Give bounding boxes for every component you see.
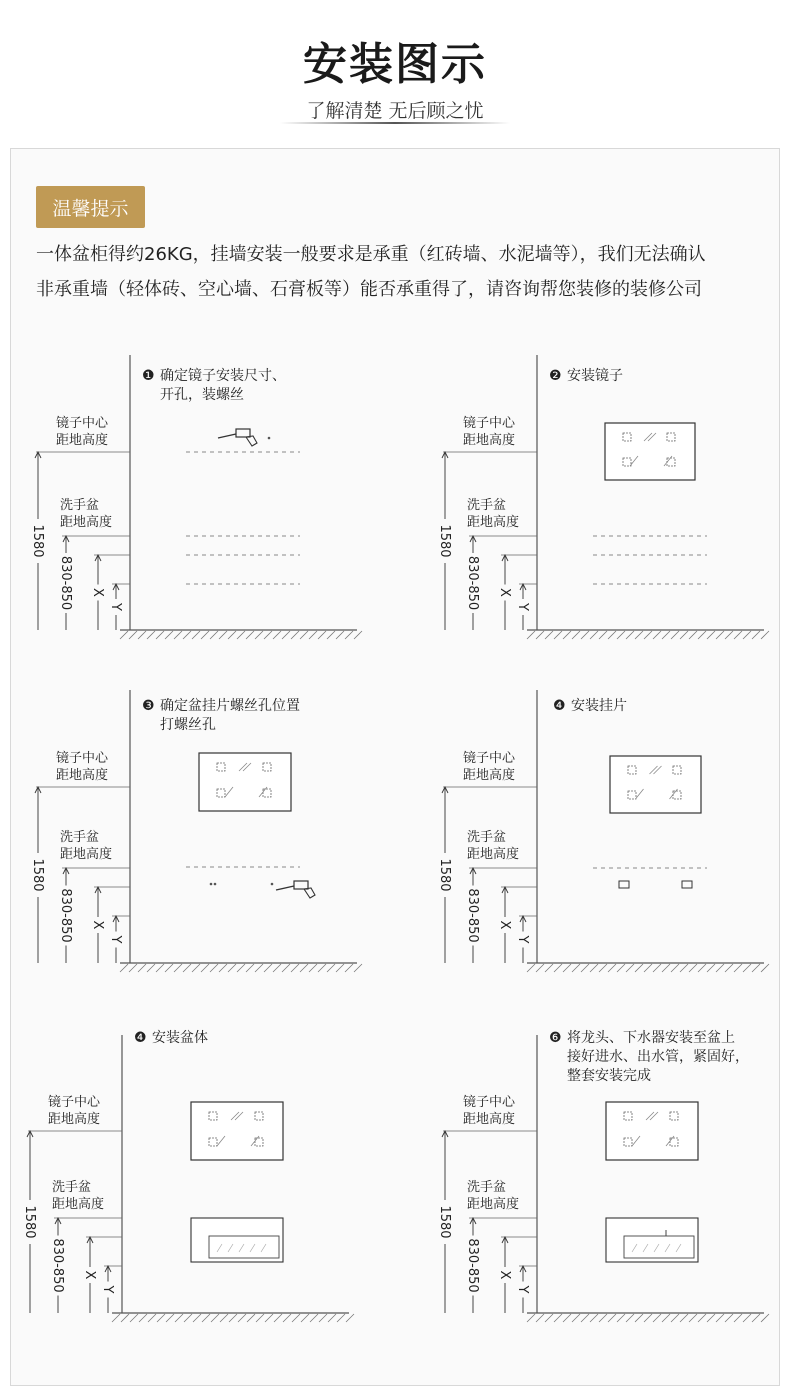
floor-hatch [130,1314,138,1322]
dim-x-label: X [497,588,512,597]
floor-hatch [590,964,598,972]
floor-hatch [201,631,209,639]
floor-hatch [707,1314,715,1322]
floor-hatch [309,631,317,639]
step-number: ❸ [142,698,155,714]
floor-hatch [716,631,724,639]
step-number: ❷ [549,368,562,384]
floor-hatch [554,631,562,639]
dim-1580-label: 1580 [437,858,452,892]
basin-height-label-2: 距地高度 [52,1197,105,1212]
dim-1580-label: 1580 [437,524,452,558]
floor-hatch [752,964,760,972]
floor-hatch [292,1314,300,1322]
basin-body [191,1218,283,1262]
floor-hatch [734,631,742,639]
floor-hatch [255,631,263,639]
floor-hatch [536,1314,544,1322]
floor-hatch [237,631,245,639]
floor-hatch [725,1314,733,1322]
basin-height-label-1: 洗手盆 [467,498,507,513]
tip-badge: 温馨提示 [36,186,145,228]
floor-hatch [743,964,751,972]
dim-830-label: 830-850 [465,1238,480,1293]
floor-hatch [599,1314,607,1322]
floor-hatch [743,1314,751,1322]
floor-hatch [716,964,724,972]
floor-hatch [201,964,209,972]
floor-hatch [192,631,200,639]
step-text-line: 打螺丝孔 [160,717,216,733]
mirror-panel [191,1102,283,1160]
floor-hatch [129,964,137,972]
floor-hatch [689,964,697,972]
floor-hatch [183,964,191,972]
floor-hatch [228,964,236,972]
floor-hatch [554,1314,562,1322]
tip-line-1: 一体盆柜得约26KG，挂墙安装一般要求是承重（红砖墙、水泥墙等），我们无法确认 [36,244,706,265]
floor-hatch [707,631,715,639]
step-panel-5 [22,1029,354,1322]
dim-y-label: Y [108,935,123,944]
floor-hatch [246,631,254,639]
floor-hatch [165,631,173,639]
drill-body-icon [236,429,250,437]
screw-hole [210,883,213,886]
floor-hatch [336,964,344,972]
floor-hatch [671,1314,679,1322]
floor-hatch [626,964,634,972]
mirror-panel [606,1102,698,1160]
floor-hatch [291,631,299,639]
floor-hatch [175,1314,183,1322]
dim-830-label: 830-850 [58,888,73,943]
floor-hatch [608,1314,616,1322]
step-text-line: 确定镜子安装尺寸、 [160,368,286,384]
floor-hatch [183,631,191,639]
floor-hatch [662,631,670,639]
floor-hatch [680,631,688,639]
wall-hanger [682,881,692,888]
floor-hatch [617,1314,625,1322]
floor-hatch [644,964,652,972]
floor-hatch [680,964,688,972]
floor-hatch [689,1314,697,1322]
floor-hatch [653,1314,661,1322]
floor-hatch [156,631,164,639]
floor-hatch [635,631,643,639]
drill-body-icon [294,881,308,889]
basin-height-label-2: 距地高度 [467,1197,520,1212]
floor-hatch [219,631,227,639]
floor-hatch [734,1314,742,1322]
floor-hatch [626,631,634,639]
floor-hatch [121,1314,129,1322]
mirror-height-label-2: 距地高度 [463,1112,516,1127]
floor-hatch [247,1314,255,1322]
floor-hatch [725,964,733,972]
floor-hatch [680,1314,688,1322]
basin-height-label-2: 距地高度 [467,847,520,862]
floor-hatch [527,1314,535,1322]
floor-hatch [228,631,236,639]
floor-hatch [273,631,281,639]
floor-hatch [273,964,281,972]
floor-hatch [608,964,616,972]
floor-hatch [139,1314,147,1322]
screw-hole [268,437,271,440]
floor-hatch [698,631,706,639]
floor-hatch [608,631,616,639]
floor-hatch [327,964,335,972]
floor-hatch [174,631,182,639]
step-number: ❹ [553,698,566,714]
floor-hatch [536,631,544,639]
basin-height-label-2: 距地高度 [467,515,520,530]
floor-hatch [599,631,607,639]
floor-hatch [300,964,308,972]
floor-hatch [346,1314,354,1322]
floor-hatch [635,964,643,972]
mirror-height-label-2: 距地高度 [56,433,109,448]
dim-x-label: X [497,1270,512,1280]
floor-hatch [716,1314,724,1322]
floor-hatch [120,964,128,972]
floor-hatch [653,964,661,972]
basin-height-label-2: 距地高度 [60,847,113,862]
floor-hatch [210,631,218,639]
mirror-panel [605,423,695,480]
dim-1580-label: 1580 [437,1205,452,1239]
floor-hatch [752,1314,760,1322]
floor-hatch [336,631,344,639]
floor-hatch [211,1314,219,1322]
step-panel-1 [30,355,362,639]
basin-height-label-1: 洗手盆 [60,498,100,513]
floor-hatch [274,1314,282,1322]
mirror-panel [610,756,701,813]
dim-x-label: X [497,920,512,930]
floor-hatch [725,631,733,639]
floor-hatch [563,964,571,972]
floor-hatch [635,1314,643,1322]
floor-hatch [283,1314,291,1322]
floor-hatch [761,964,769,972]
floor-hatch [192,964,200,972]
page-subtitle: 了解清楚 无后顾之忧 [306,100,484,122]
floor-hatch [237,964,245,972]
floor-hatch [318,631,326,639]
basin-height-label-2: 距地高度 [60,515,113,530]
wall-hanger [619,881,629,888]
step-panel-6 [437,1029,769,1322]
floor-hatch [581,1314,589,1322]
floor-hatch [572,1314,580,1322]
mirror-height-label-2: 距地高度 [463,768,516,783]
floor-hatch [282,964,290,972]
floor-hatch [337,1314,345,1322]
floor-hatch [147,964,155,972]
floor-hatch [354,631,362,639]
floor-hatch [644,1314,652,1322]
dim-1580-label: 1580 [30,524,45,558]
step-text-line: 安装盆体 [152,1030,208,1046]
dim-y-label: Y [108,603,123,611]
dim-x-label: X [90,588,105,597]
floor-hatch [689,631,697,639]
floor-hatch [563,631,571,639]
floor-hatch [599,964,607,972]
floor-hatch [590,631,598,639]
mirror-height-label-1: 镜子中心 [48,1095,101,1110]
mirror-height-label-2: 距地高度 [48,1112,101,1127]
floor-hatch [536,964,544,972]
step-text-line: 整套安装完成 [567,1068,651,1084]
floor-hatch [229,1314,237,1322]
basin-height-label-1: 洗手盆 [467,830,507,845]
floor-hatch [112,1314,120,1322]
floor-hatch [662,964,670,972]
screw-hole [214,883,217,886]
floor-hatch [545,631,553,639]
floor-hatch [210,964,218,972]
step-text-line: 安装挂片 [571,698,627,714]
floor-hatch [662,1314,670,1322]
mirror-height-label-1: 镜子中心 [56,751,109,766]
step-number: ❹ [134,1030,147,1046]
step-panel-2 [437,355,769,639]
floor-hatch [644,631,652,639]
mirror-height-label-2: 距地高度 [56,768,109,783]
floor-hatch [301,1314,309,1322]
floor-hatch [165,964,173,972]
floor-hatch [554,964,562,972]
mirror-height-label-2: 距地高度 [463,433,516,448]
floor-hatch [545,964,553,972]
floor-hatch [138,631,146,639]
floor-hatch [752,631,760,639]
dim-x-label: X [82,1270,97,1280]
floor-hatch [138,964,146,972]
floor-hatch [220,1314,228,1322]
screw-hole [271,883,274,886]
floor-hatch [319,1314,327,1322]
step-panel-3 [30,690,362,972]
mirror-height-label-1: 镜子中心 [463,416,516,431]
floor-hatch [291,964,299,972]
floor-hatch [157,1314,165,1322]
floor-hatch [626,1314,634,1322]
floor-hatch [202,1314,210,1322]
floor-hatch [309,964,317,972]
floor-hatch [328,1314,336,1322]
floor-hatch [572,964,580,972]
floor-hatch [545,1314,553,1322]
step-text-line: 安装镜子 [567,368,623,384]
floor-hatch [617,631,625,639]
floor-hatch [264,964,272,972]
floor-hatch [527,964,535,972]
dim-y-label: Y [515,603,530,611]
dim-830-label: 830-850 [58,555,73,611]
floor-hatch [761,1314,769,1322]
floor-hatch [572,631,580,639]
floor-hatch [265,1314,273,1322]
floor-hatch [527,631,535,639]
floor-hatch [184,1314,192,1322]
floor-hatch [147,631,155,639]
floor-hatch [761,631,769,639]
step-panel-4 [437,690,769,972]
mirror-height-label-1: 镜子中心 [463,751,516,766]
dim-y-label: Y [515,935,530,944]
basin-body [606,1218,698,1262]
floor-hatch [581,631,589,639]
mirror-panel [199,753,291,811]
mirror-height-label-1: 镜子中心 [56,416,109,431]
step-text-line: 接好进水、出水管，紧固好， [567,1049,749,1065]
floor-hatch [345,631,353,639]
dim-830-label: 830-850 [465,888,480,943]
basin-height-label-1: 洗手盆 [52,1180,92,1195]
floor-hatch [617,964,625,972]
floor-hatch [354,964,362,972]
dim-830-label: 830-850 [465,555,480,611]
floor-hatch [671,964,679,972]
basin-height-label-1: 洗手盆 [467,1180,507,1195]
floor-hatch [698,964,706,972]
floor-hatch [282,631,290,639]
step-text-line: 开孔，装螺丝 [160,387,244,403]
floor-hatch [256,1314,264,1322]
floor-hatch [563,1314,571,1322]
floor-hatch [156,964,164,972]
dim-x-label: X [90,920,105,930]
floor-hatch [129,631,137,639]
floor-hatch [264,631,272,639]
floor-hatch [671,631,679,639]
floor-hatch [120,631,128,639]
page-title: 安装图示 [303,39,487,90]
floor-hatch [246,964,254,972]
floor-hatch [698,1314,706,1322]
floor-hatch [327,631,335,639]
floor-hatch [174,964,182,972]
floor-hatch [590,1314,598,1322]
floor-hatch [743,631,751,639]
drill-bit-icon [276,886,294,890]
floor-hatch [318,964,326,972]
step-number: ❶ [142,368,155,384]
floor-hatch [166,1314,174,1322]
mirror-height-label-1: 镜子中心 [463,1095,516,1110]
floor-hatch [653,631,661,639]
step-text-line: 将龙头、下水器安装至盆上 [567,1030,735,1046]
dim-1580-label: 1580 [22,1205,37,1239]
dim-1580-label: 1580 [30,858,45,892]
dim-y-label: Y [100,1285,115,1294]
floor-hatch [193,1314,201,1322]
step-text-line: 确定盆挂片螺丝孔位置 [160,698,300,714]
tip-line-2: 非承重墙（轻体砖、空心墙、石膏板等）能否承重得了，请咨询帮您装修的装修公司 [36,279,702,300]
floor-hatch [581,964,589,972]
step-number: ❻ [549,1030,562,1046]
floor-hatch [238,1314,246,1322]
floor-hatch [300,631,308,639]
dim-y-label: Y [515,1285,530,1294]
floor-hatch [345,964,353,972]
dim-830-label: 830-850 [50,1238,65,1293]
floor-hatch [310,1314,318,1322]
floor-hatch [734,964,742,972]
floor-hatch [707,964,715,972]
basin-height-label-1: 洗手盆 [60,830,100,845]
floor-hatch [148,1314,156,1322]
floor-hatch [255,964,263,972]
floor-hatch [219,964,227,972]
drill-bit-icon [218,434,236,438]
